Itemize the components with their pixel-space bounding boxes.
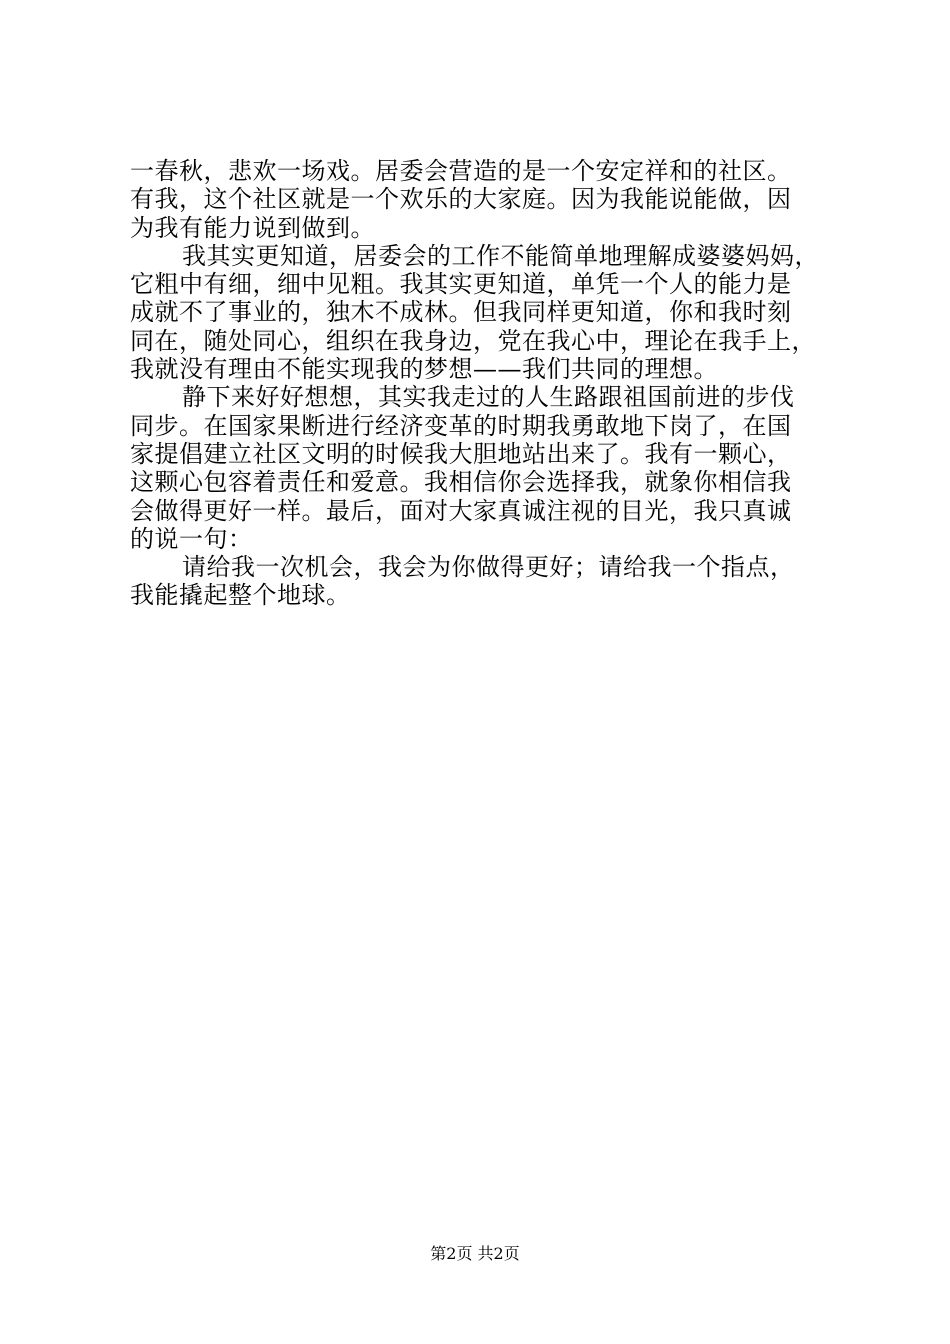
text-line: 的说一句： <box>130 524 253 553</box>
body-text <box>130 157 830 610</box>
text-line: 为我有能力说到做到。 <box>130 213 375 242</box>
text-line: 我能撬起整个地球。 <box>130 581 351 610</box>
text-line: 同步。在国家果断进行经济变革的时期我勇敢地下岗了，在国 <box>130 411 792 440</box>
text-line: 家提倡建立社区文明的时候我大胆地站出来了。我有一颗心， <box>130 439 792 468</box>
paragraph-start-line: 静下来好好想想，其实我走过的人生路跟祖国前进的步伐 <box>182 383 795 412</box>
text-line: 这颗心包容着责任和爱意。我相信你会选择我，就象你相信我 <box>130 468 792 497</box>
text-line: 成就不了事业的，独木不成林。但我同样更知道，你和我时刻 <box>130 298 792 327</box>
text-line: 有我，这个社区就是一个欢乐的大家庭。因为我能说能做，因 <box>130 185 792 214</box>
paragraph-start-line: 请给我一次机会，我会为你做得更好；请给我一个指点， <box>182 553 795 582</box>
text-line: 同在，随处同心，组织在我身边，党在我心中，理论在我手上， <box>130 326 816 355</box>
text-line: 会做得更好一样。最后，面对大家真诚注视的目光，我只真诚 <box>130 496 792 525</box>
page-number-label: 第2页 共2页 <box>430 1244 520 1263</box>
text-line: 它粗中有细，细中见粗。我其实更知道，单凭一个人的能力是 <box>130 270 792 299</box>
text-line: 我就没有理由不能实现我的梦想——我们共同的理想。 <box>130 355 718 384</box>
page-footer <box>0 1244 950 1264</box>
paragraph-start-line: 我其实更知道，居委会的工作不能简单地理解成婆婆妈妈， <box>182 241 819 270</box>
text-line: 一春秋，悲欢一场戏。居委会营造的是一个安定祥和的社区。 <box>130 157 792 185</box>
